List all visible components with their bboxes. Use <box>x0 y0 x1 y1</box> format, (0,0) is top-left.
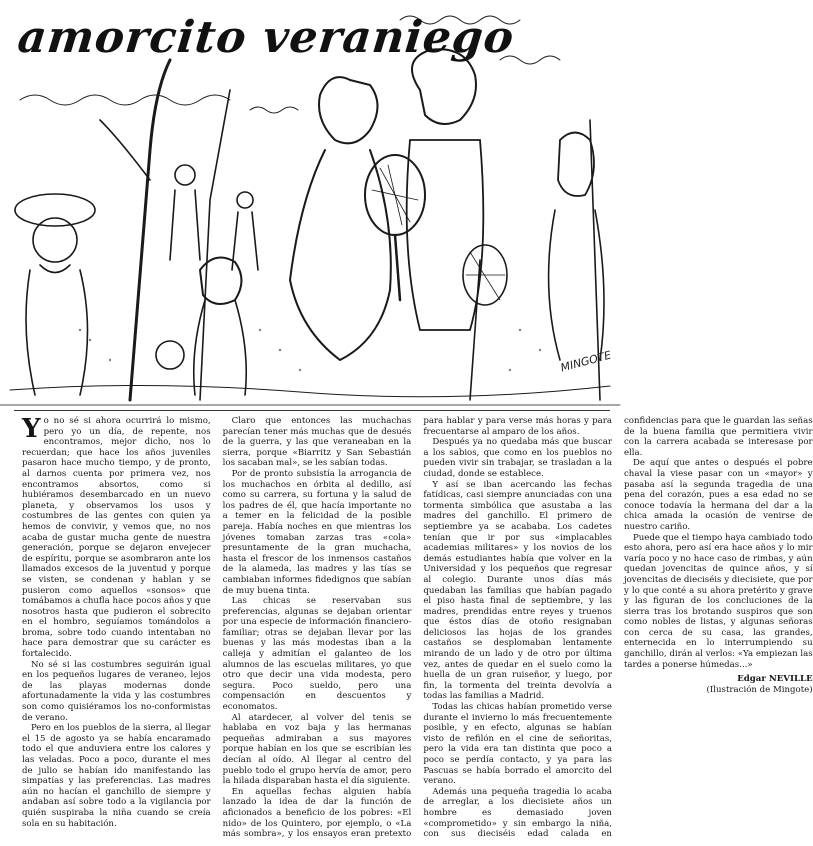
article-paragraph: Las chicas se reservaban sus preferencias, algunas se dejaban orientar por una especie de información financiero-familiar; otras se dejaban llevar por las buenas y las más modestas iban a la calleja y admitían el galanteo de los alumnos de las escuelas militares, yo que otro que decir una vida modesta, pero segura. Poco sueldo, pero una compensación en descuentos y economatos. <box>222 596 412 713</box>
article-paragraph: Además una pequeña tragedia lo acaba de arreglar, a los diecisiete años un hombre es demasiado joven «comprometido» y sin embargo la niña, con sus dieciséis edad calada en confidencias para que le guardan las señas de la buena familia que permitiera vivir con la carrera acabada se interesase por ella. <box>423 416 813 840</box>
article-paragraph: Claro que entonces las muchachas parecían tener más muchas que de desués de la guerra, y las que veraneaban en la sierra, porque «Biarritz y San Sebastián los sacaban mal», se les sabían todas. <box>222 416 412 469</box>
artist-signature: MINGOTE <box>559 348 613 375</box>
illustration-credit: (Ilustración de Mingote) <box>706 684 813 695</box>
article-paragraph: De aquí que antes o después el pobre chaval la viese pasar con un «mayor» y pasaba así la segunda tragedia de una pena del corazón, pues a esa edad no se conoce todavía la hermana del dar a la chica amada la ocasión de venirse de nuestro cariño. <box>623 458 813 532</box>
article-paragraph: Puede que el tiempo haya cambiado todo esto ahora, pero así era hace años y lo mir varía poco y no hace caso de rimbas, y aún quedan jovencitas de quince años, y sí jovencitas de dieciséis y diecisiete, que por y lo que conté a su ahora pretérito y grave y las figuran de los concluciones de la sierra tras los brotando suspiros que son como nobles de listas, y algunas señoras con cerca de su casa, las grandes, enternecida en lo interrumpiendo su ganchillo, dirán al verlos: «Ya empiezan las tardes a ponerse húmedas...» <box>623 532 813 670</box>
article-paragraph: Yo no sé si ahora ocurrirá lo mismo, pero yo un día, de repente, nos encontramos, mejor dicho, nos lo recuerdan; que hace los años juveniles pasaron hace mucho tiempo, y de pronto, al darnos cuenta por primera vez, nos encontramos absortos, como si hubiéramos desembarcado en un nuevo planeta, y observamos los usos y costumbres de las gentes con quien ya hemos de convivir, y vemos que, no nos acaba de gustar mucha gente de nuestra generación, porque se dejaron envejecer de espíritu, porque se asombraron ante los llamados excesos de la juventud y porque se visten, se condenan y hablan y se pusieron como aquellos «sonsos» que tomábamos a chufla hace pocos años y que nosotros hasta que pudieron el sobrecito en el hombro, seguíamos tomándolos a broma, sobre todo cuando intentaban no hace para demostrar que su carácter es fortalecido. <box>22 414 211 660</box>
author-byline: Edgar NEVILLE <box>737 674 813 685</box>
article-paragraph: No sé si las costumbres seguirán igual en los pequeños lugares de veraneo, lejos de las playas modernas donde afortunadamente la vida y las costumbres son como quisiéramos los no-conformistas de verano. <box>22 659 211 723</box>
article-paragraph: Todas las chicas habían prometido verse durante el invierno lo más frecuentemente posible, y en efecto, algunas se habían visto de refilón en el cine de señoritas, pero la vida era tan distinta que poco a poco se perdía contacto, y ya para las Pascuas se había borrado el amorcito del verano. <box>423 702 612 787</box>
article-paragraph: Después ya no quedaba más que buscar a los sabios, que como en los pueblos no pueden vivir sin trabajar, se trasladan a la ciudad, donde se establece. <box>423 437 612 479</box>
article-title: amorcito veraniego <box>15 12 517 63</box>
article-paragraph: Y así se iban acercando las fechas fatídicas, casi siempre anunciadas con una tormenta simbólica que asustaba a las madres del ganchillo. El primero de septiembre ya se acababa. Los cadetes tenían que ir por sus «implacables academias militares» y los novios de los demás estudiantes había que volver en la Universidad y los pequeños que regresar al colegio. Durante unos días más quedaban las familias que habían pagado el piso hasta final de septiembre, y las madres, prendidas entre reyes y truenos que éstos días de otoño resignaban deliciosos las hojas de los grandes castaños se desplomaban lentamente mirando de un lado y de otro por última vez, antes de quedar en el suelo como la huella de un gran ruiseñor, y luego, por fin, la tormenta del treinta devolvía a todas las familias a Madrid. <box>423 479 612 702</box>
article-paragraph: Al atardecer, al volver del tenis se hablaba en voz baja y las hermanas pequeñas admiraban a sus mayores porque habían en los que se escribían les decían al oído. Al llegar al centro del pueblo todo el grupo hervía de amor, pero la hilada disparaban hasta el día siguiente. <box>222 712 412 787</box>
illustration <box>0 0 620 410</box>
article-body <box>22 414 813 842</box>
article-paragraph: En aquellas fechas alguien había lanzado la idea de dar la función de aficionados a beneficio de los pobres: «El nido» de los Quintero, por ejemplo, o «La más sombra», y los ensayos eran pretexto para hablar y para verse más horas y para frecuentarse al amparo de los años. <box>222 416 612 840</box>
article-paragraph: Por de pronto subsistía la arrogancia de los muchachos en órbita al dedillo, así como su carrera, su fortuna y la salud de los padres de él, que hacía importante no a temer en la felicidad de la posible pareja. Había noches en que mientras los jóvenes tomaban zarzas tras «cola» presuntamente de la gran muchacha, hasta el frescor de los inmensos castaños de la alameda, las madres y las tías se cambiaban informes fidedignos que sabían de muy buena tinta. <box>222 468 412 596</box>
article-paragraph: Pero en los pueblos de la sierra, al llegar el 15 de agosto ya se había encaramado todo el que anduviera entre los calores y las veladas. Poco a poco, durante el mes de julio se habían ido manifestando las simpatías y las preferencias. Las madres aún no hacían el ganchillo de siempre y andaban así sobre todo a la vigilancia por quién suspiraba la niña cuando se creía sola en su habitación. <box>22 723 211 829</box>
section-divider <box>14 410 610 411</box>
drop-cap: Y <box>22 414 41 444</box>
